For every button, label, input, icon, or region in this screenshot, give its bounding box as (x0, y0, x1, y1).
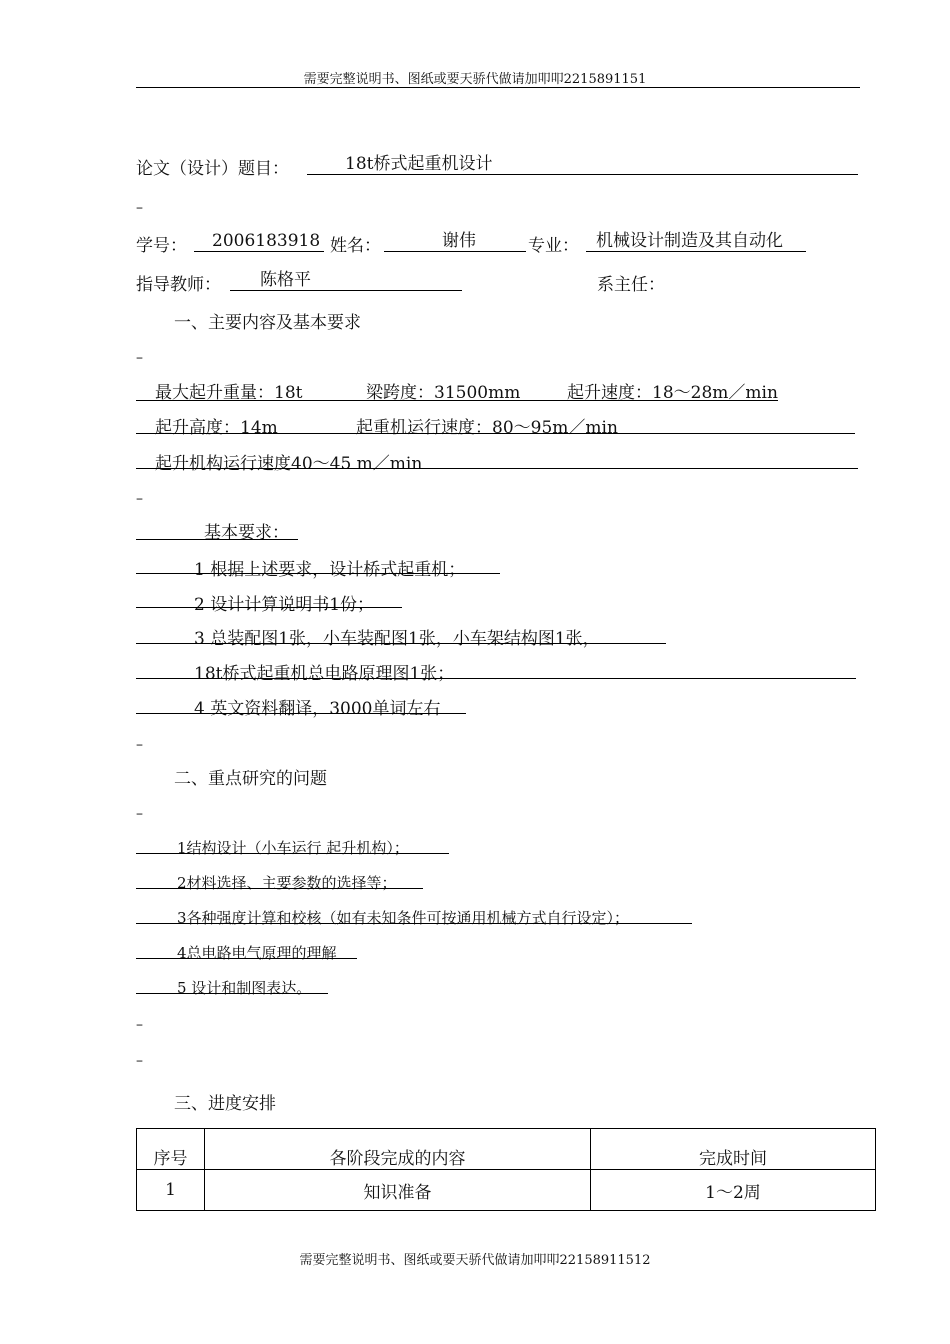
title-value: 18t桥式起重机设计 (307, 154, 858, 175)
para-marker: – (136, 200, 143, 216)
para-marker: – (136, 806, 143, 822)
problem-item: 3各种强度计算和校核（如有未知条件可按通用机械方式自行设定）； (177, 909, 630, 927)
table-row (137, 1170, 876, 1211)
advisor-label: 指导教师： (136, 275, 221, 295)
major-label: 专业： (528, 236, 579, 256)
underline (136, 713, 466, 714)
table-cell-time: 1～2周 (591, 1170, 876, 1211)
header-rule (136, 87, 860, 88)
param-lift-height: 起升高度：14m (155, 418, 278, 438)
header-cell-time: 完成时间 (591, 1129, 876, 1170)
problem-item: 1结构设计（小车运行 起升机构）； (177, 839, 409, 857)
header-cell-index: 序号 (137, 1129, 205, 1170)
advisor-value: 陈格平 (230, 270, 462, 291)
param-max-load: 最大起升重量：18t (155, 383, 303, 403)
page-footer: 需要完整说明书、图纸或要天骄代做请加叩叩22158911512 (299, 1253, 651, 1268)
underline (136, 539, 298, 540)
requirement-item: 18t桥式起重机总电路原理图1张； (194, 664, 455, 684)
problem-item: 5 设计和制图表达。 (177, 979, 312, 997)
para-marker: – (136, 491, 143, 507)
underline (136, 607, 402, 608)
section-2-heading: 二、重点研究的问题 (174, 769, 327, 789)
requirement-item: 2 设计计算说明书1份； (194, 595, 375, 615)
table-cell-content: 知识准备 (205, 1170, 591, 1211)
requirement-item: 1 根据上述要求，设计桥式起重机； (194, 560, 466, 580)
name-value: 谢伟 (384, 231, 526, 252)
header-cell-content: 各阶段完成的内容 (205, 1129, 591, 1170)
underline (136, 573, 500, 574)
underline (136, 958, 357, 959)
schedule-table (136, 1128, 876, 1211)
underline (136, 678, 856, 679)
problem-item: 2材料选择、主要参数的选择等； (177, 874, 397, 892)
major-value: 机械设计制造及其自动化 (586, 231, 806, 252)
section-1-heading: 一、主要内容及基本要求 (174, 313, 361, 333)
para-marker: – (136, 1017, 143, 1033)
param-mech-speed: 起升机构运行速度40～45 m／min (155, 454, 423, 474)
page-header: 需要完整说明书、图纸或要天骄代做请加叩叩2215891151 (303, 72, 647, 87)
student-no-value: 2006183918 (194, 231, 324, 252)
underline (136, 993, 328, 994)
para-marker: – (136, 350, 143, 366)
para-marker: – (136, 737, 143, 753)
param-span: 梁跨度：31500mm (366, 383, 521, 403)
name-label: 姓名： (330, 236, 381, 256)
table-cell-index: 1 (137, 1170, 205, 1211)
param-lift-speed: 起升速度：18～28m／min (567, 383, 778, 403)
underline (136, 888, 423, 889)
dept-head-label: 系主任： (597, 275, 665, 295)
requirement-item: 4 英文资料翻译，3000单词左右 (194, 699, 441, 719)
underline (136, 433, 855, 434)
underline (136, 400, 778, 401)
underline (136, 468, 858, 469)
underline (136, 923, 692, 924)
underline (136, 643, 666, 644)
para-marker: – (136, 1053, 143, 1069)
requirements-heading: 基本要求： (204, 523, 289, 543)
student-no-label: 学号： (136, 236, 187, 256)
requirement-item: 3 总装配图1张，小车装配图1张，小车架结构图1张， (194, 629, 600, 649)
section-3-heading: 三、进度安排 (174, 1094, 276, 1114)
problem-item: 4总电路电气原理的理解 (177, 944, 337, 962)
title-label: 论文（设计）题目： (136, 159, 289, 179)
table-header-row (137, 1129, 876, 1170)
underline (136, 853, 449, 854)
param-crane-speed: 起重机运行速度：80～95m／min (356, 418, 618, 438)
